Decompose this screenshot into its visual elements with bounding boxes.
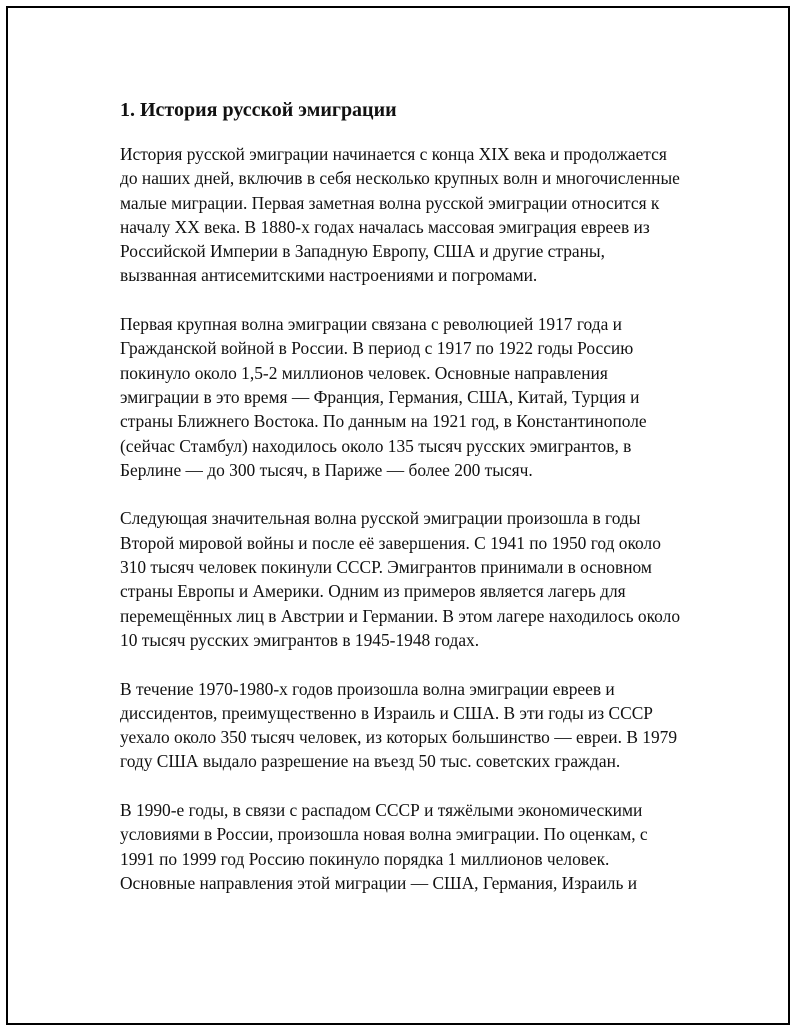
paragraph-3: Следующая значительная волна русской эмиграции произошла в годы Второй мировой войны и после её завершения. С 1941 по 1950 год около 310 тысяч человек покинули СССР. Эмигрантов принимали в основном страны Европы и Америки. Одним из примеров является лагерь для перемещённых лиц в Австрии и Германии. В этом лагере находилось около 10 тысяч русских эмигрантов в 1945-1948 годах. [120, 508, 681, 650]
document-body [120, 98, 680, 920]
paragraph-2: Первая крупная волна эмиграции связана с революцией 1917 года и Гражданской войной в России. В период с 1917 по 1922 годы Россию покинуло около 1,5-2 миллионов человек. Основные направления эмиграции в это время — Франция, Германия, США, Китай, Турция и страны Ближнего Востока. По данным на 1921 год, в Константинополе (сейчас Стамбул) находилось около 135 тысяч русских эмигрантов, в Берлине — до 300 тысяч, в Париже — более 200 тысяч. [120, 314, 647, 480]
paragraph-4: В течение 1970-1980-х годов произошла волна эмиграции евреев и диссидентов, преимущественно в Израиль и США. В эти годы из СССР уехало около 350 тысяч человек, из которых большинство — евреи. В 1979 году США выдало разрешение на въезд 50 тыс. советских граждан. [120, 678, 678, 772]
document-page [6, 6, 790, 1025]
paragraph-1: История русской эмиграции начинается с конца XIX века и продолжается до наших дней, включив в себя несколько крупных волн и многочисленные малые миграции. Первая заметная волна русской эмиграции относится к началу XX века. В 1880-х годах началась массовая эмиграция евреев из Российской Империи в Западную Европу, США и другие страны, вызванная антисемитскими настроениями и погромами. [120, 144, 680, 286]
paragraph-5: В 1990-е годы, в связи с распадом СССР и тяжёлыми экономическими условиями в России, произошла новая волна эмиграции. По оценкам, с 1991 по 1999 год Россию покинуло порядка 1 миллионов человек. Основные направления этой миграции — США, Германия, Израиль и [120, 800, 648, 893]
section-title: 1. История русской эмиграции [120, 99, 397, 121]
